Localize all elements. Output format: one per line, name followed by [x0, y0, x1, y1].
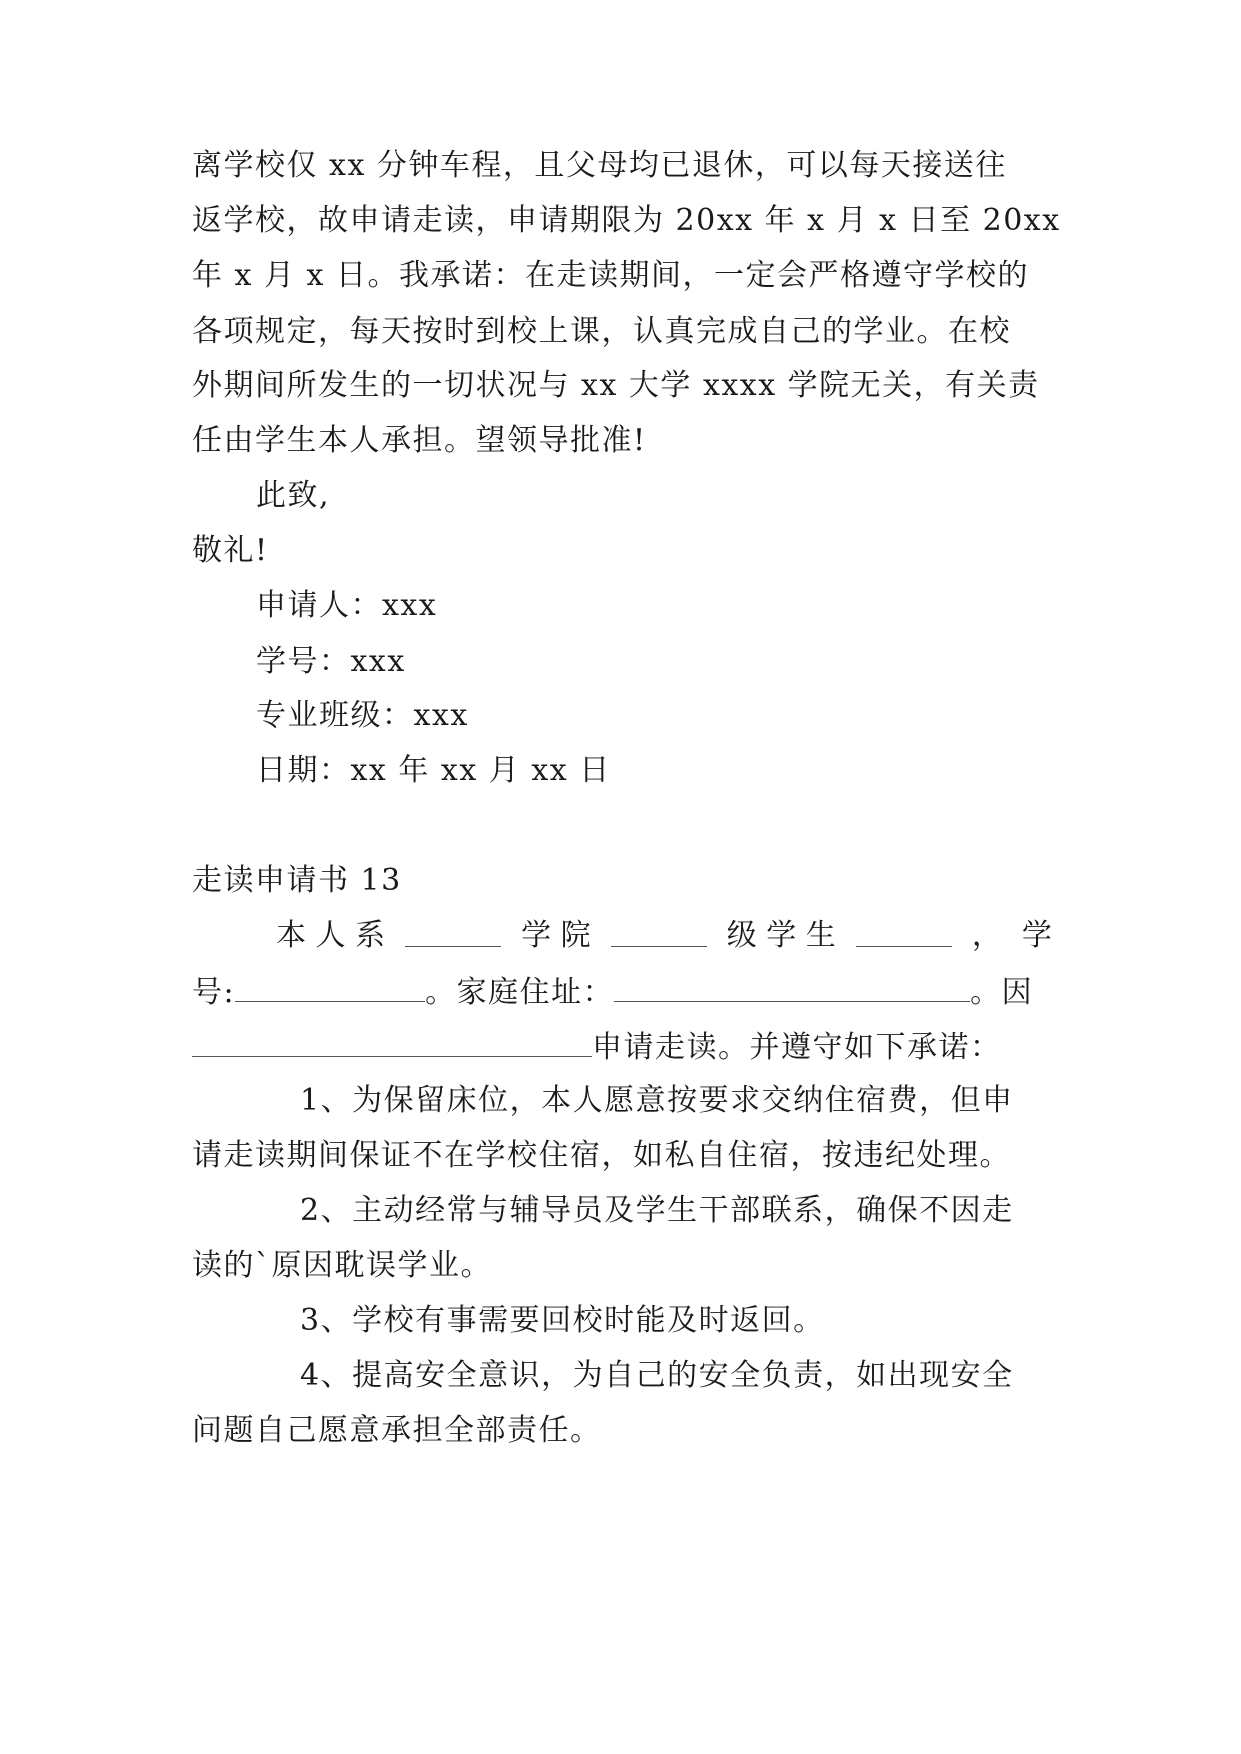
form-text: 号: — [192, 975, 236, 1010]
major-class-field: 专业班级：xxx — [256, 698, 469, 733]
form-text: ， — [971, 918, 1002, 953]
paragraph-line: 返学校，故申请走读，申请期限为 20xx 年 x 月 x 日至 20xx — [192, 203, 1061, 238]
promise-line: 读的`原因耽误学业。 — [192, 1248, 492, 1283]
promise-line: 4、提高安全意识，为自己的安全负责，如出现安全 — [300, 1358, 1014, 1393]
promise-line: 问题自己愿意承担全部责任。 — [192, 1413, 602, 1448]
blank-home-address — [614, 971, 970, 1002]
section-title: 走读申请书 13 — [192, 863, 402, 898]
applicant-field: 申请人：xxx — [256, 588, 438, 623]
form-line-1 — [276, 916, 1052, 956]
paragraph-line: 离学校仅 xx 分钟车程，且父母均已退休，可以每天接送往 — [192, 148, 1007, 183]
blank-student-id — [235, 971, 425, 1002]
student-id-field: 学号：xxx — [256, 644, 406, 679]
paragraph-line: 外期间所发生的一切状况与 xx 大学 xxxx 学院无关，有关责 — [192, 368, 1040, 403]
form-text: 学 — [1021, 918, 1052, 953]
paragraph-line: 任由学生本人承担。望领导批准! — [192, 423, 647, 458]
blank-reason — [192, 1026, 592, 1057]
form-text: 本 人 系 — [276, 918, 386, 953]
paragraph-line: 各项规定，每天按时到校上课，认真完成自己的学业。在校 — [192, 314, 1011, 349]
form-line-2 — [192, 971, 1052, 1013]
blank-department — [405, 916, 501, 947]
promise-line: 1、为保留床位，本人愿意按要求交纳住宿费，但申 — [300, 1083, 1014, 1118]
form-text: 。因 — [970, 975, 1034, 1010]
blank-grade — [856, 916, 952, 947]
form-text: 级 学 生 — [726, 918, 836, 953]
promise-line: 2、主动经常与辅导员及学生干部联系，确保不因走 — [300, 1193, 1014, 1228]
closing-text: 此致, — [256, 478, 331, 513]
form-text: 。家庭住址： — [425, 975, 615, 1010]
promise-line: 3、学校有事需要回校时能及时返回。 — [300, 1303, 825, 1338]
form-line-3 — [192, 1026, 1052, 1068]
form-text: 申请走读。并遵守如下承诺： — [592, 1030, 1002, 1065]
blank-college — [611, 916, 707, 947]
paragraph-line: 年 x 月 x 日。我承诺：在走读期间，一定会严格遵守学校的 — [192, 258, 1029, 293]
salutation-text: 敬礼! — [192, 533, 269, 568]
promise-line: 请走读期间保证不在学校住宿，如私自住宿，按违纪处理。 — [192, 1138, 1011, 1173]
form-text: 学 院 — [521, 918, 591, 953]
date-field: 日期：xx 年 xx 月 xx 日 — [256, 753, 611, 788]
